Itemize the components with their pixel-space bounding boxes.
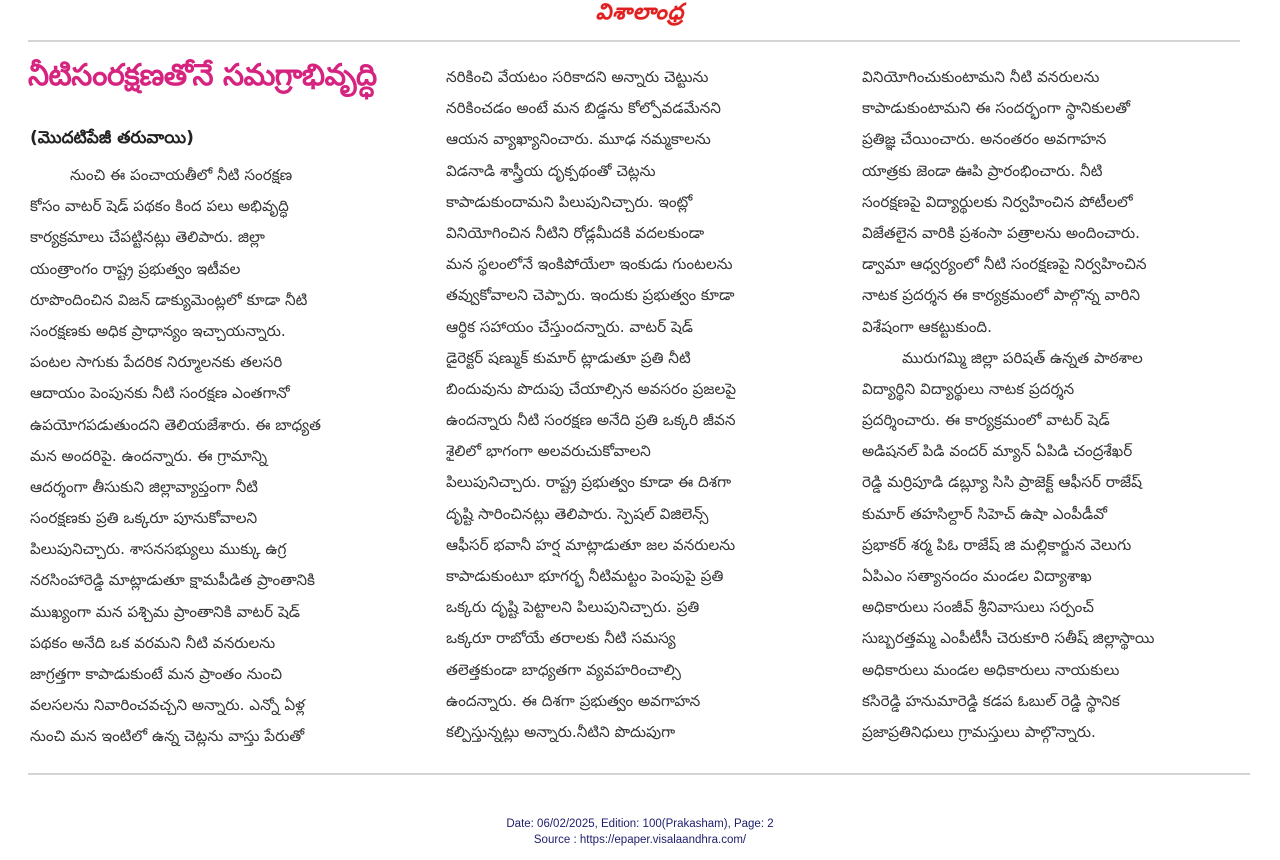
continuation-note: (మొదటిపేజీ తరువాయి) <box>30 128 194 148</box>
article-text-line: విశేషంగా ఆకట్టుకుంది. <box>862 317 992 336</box>
article-text-line: ఉందన్నారు నీటి సంరక్షణ అనేది ప్రతి ఒక్కరి జీవన <box>446 411 736 430</box>
article-text-line: నాటక ప్రదర్శన ఈ కార్యక్రమంలో పాల్గొన్న వారిని <box>862 286 1141 305</box>
article-text-line: కుమార్ తహసిల్దార్ సిహెచ్ ఉషా ఎంపీడీవో <box>862 504 1108 523</box>
article-text-line: యాత్రకు జెండా ఊపి ప్రారంభించారు. నీటి <box>862 161 1103 180</box>
article-text-line: తలెత్తకుండా బాధ్యతగా వ్యవహరించాల్సి <box>446 660 681 679</box>
article-text-line: ఉపయోగపడుతుందని తెలియజేశారు. ఈ బాధ్యత <box>30 415 321 434</box>
article-text-line: కార్యక్రమాలు చేపట్టినట్లు తెలిపారు. జిల్లా <box>30 228 265 247</box>
article-text-line: విజేతలైన వారికి ప్రశంసా పత్రాలను అందించారు. <box>862 223 1141 242</box>
article-text-line: నుంచి మన ఇంటిలో ఉన్న చెట్లను వాస్తు పేరుతో <box>30 727 305 746</box>
article-text-line: రూపొందించిన విజన్ డాక్యుమెంట్లలో కూడా నీటి <box>30 290 308 309</box>
article-text-line: ఆయన వ్యాఖ్యానించారు. మూఢ నమ్మకాలను <box>446 130 711 149</box>
article-text-line: ప్రజాప్రతినిధులు గ్రామస్తులు పాల్గొన్నారు. <box>862 722 1096 741</box>
article-text-line: కసిరెడ్డి హనుమారెడ్డి కడప ఓబుల్ రెడ్డి స్థానిక <box>862 691 1120 710</box>
article-text-line: ప్రభాకర్ శర్మ పిఓ రాజేష్ జి మల్లికార్జున వెలుగు <box>862 535 1132 554</box>
article-text-line: సంరక్షణకు ప్రతి ఒక్కరూ పూనుకోవాలని <box>30 509 258 528</box>
article-text-line: ఆదాయం పెంపునకు నీటి సంరక్షణ ఎంతగానో <box>30 384 290 403</box>
article-text-line: సుబ్బరత్తమ్మ ఎంపీటీసీ చెరుకూరి సతీష్ జిల్లాస్థాయి <box>862 629 1155 648</box>
article-headline: నీటిసంరక్షణతోనే సమగ్రాభివృద్ధి <box>28 58 377 93</box>
article-text-line: యంత్రాంగం రాష్ట్ర ప్రభుత్వం ఇటీవల <box>30 259 241 278</box>
article-text-line: అధికారులు మండల అధికారులు నాయకులు <box>862 660 1120 679</box>
article-text-line: పంటల సాగుకు పేదరిక నిర్మూలనకు తలసరి <box>30 353 283 372</box>
article-column-1 <box>30 160 430 753</box>
article-text-line: ఏపిఎం సత్యానందం మండల విద్యాశాఖ <box>862 567 1092 585</box>
article-text-line: మురుగమ్మి జిల్లా పరిషత్ ఉన్నత పాఠశాల <box>902 348 1143 367</box>
article-text-line: సంరక్షణపై విద్యార్థులకు నిర్వహించిన పోటీలలో <box>862 192 1133 211</box>
article-text-line: వలసలను నివారించవచ్చని అన్నారు. ఎన్నో ఏళ్ల <box>30 696 305 715</box>
bottom-divider <box>28 773 1250 775</box>
article-text-line: పిలుపునిచ్చారు. శాసనసభ్యులు ముక్కు ఉగ్ర <box>30 540 287 559</box>
top-divider <box>28 40 1240 42</box>
article-text-line: కాపాడుకుంటూ భూగర్భ నీటిమట్టం పెంపుపై ప్రతి <box>446 567 724 585</box>
article-text-line: ఒక్కరు దృష్టి పెట్టాలని పిలుపునిచ్చారు. ప్రతి <box>446 598 700 617</box>
article-text-line: విడనాడి శాస్త్రీయ దృక్పథంతో చెట్లను <box>446 161 656 180</box>
footer-date-edition: Date: 06/02/2025, Edition: 100(Prakasham), Page: 2 <box>506 818 774 830</box>
article-text-line: అధికారులు సంజీవ్ శ్రీనివాసులు సర్పంచ్ <box>862 598 1094 617</box>
article-column-2 <box>446 62 856 748</box>
article-text-line: మన స్థలంలోనే ఇంకిపోయేలా ఇంకుడు గుంటలను <box>446 255 733 274</box>
newspaper-logo: విశాలాంధ్ర <box>595 0 685 25</box>
article-text-line: నరికించడం అంటే మన బిడ్డను కోల్పోవడమేనని <box>446 99 721 118</box>
article-text-line: పిలుపునిచ్చారు. రాష్ట్ర ప్రభుత్వం కూడా ఈ దిశగా <box>446 473 732 492</box>
article-text-line: సంరక్షణకు అధిక ప్రాధాన్యం ఇచ్చాయన్నారు. <box>30 321 286 340</box>
article-text-line: బిందువును పొదుపు చేయాల్సిన అవసరం ప్రజలపై <box>446 379 737 398</box>
article-text-line: నరికించి వేయటం సరికాదని అన్నారు చెట్టును <box>446 68 709 86</box>
footer-source-link[interactable]: Source : https://epaper.visalaandhra.com/ <box>533 834 747 846</box>
article-text-line: తవ్వుకోవాలని చెప్పారు. ఇందుకు ప్రభుత్వం కూడా <box>446 286 735 305</box>
article-text-line: కోసం వాటర్ షెడ్ పథకం కింద పలు అభివృద్ధి <box>30 197 289 216</box>
article-text-line: ఆర్థిక సహాయం చేస్తుందన్నారు. వాటర్ షెడ్ <box>446 317 693 336</box>
article-text-line: డైరెక్టర్ షణ్ముక్ కుమార్ ట్లాడుతూ ప్రతి నీటి <box>446 348 691 367</box>
article-text-line: జాగ్రత్తగా కాపాడుకుంటే మన ప్రాంతం నుంచి <box>30 665 282 683</box>
article-text-line: అడిషనల్ పిడి వందర్ మ్యాన్ ఏపిడి చంద్రశేఖర్ <box>862 442 1133 461</box>
article-text-line: ఒక్కరూ రాబోయే తరాలకు నీటి సమస్య <box>446 629 676 648</box>
article-text-line: విద్యార్థిని విద్యార్థులు నాటక ప్రదర్శన <box>862 379 1075 398</box>
article-text-line: రెడ్డి మర్రిపూడి డబ్ల్యూ సిసి ప్రాజెక్ట్ ఆఫీసర్ రాజేష్ <box>862 473 1142 492</box>
article-text-line: ఉందన్నారు. ఈ దిశగా ప్రభుత్వం అవగాహన <box>446 691 701 710</box>
article-text-line: శైలిలో భాగంగా అలవరుచుకోవాలని <box>446 442 651 461</box>
article-text-line: పథకం అనేది ఒక వరమని నీటి వనరులను <box>30 633 276 652</box>
article-text-line: వినియోగించుకుంటామని నీటి వనరులను <box>862 68 1100 86</box>
article-text-line: వినియోగించిన నీటిని రోడ్లమీదకి వదలకుండా <box>446 223 705 242</box>
masthead <box>0 0 1280 34</box>
article-text-line: నుంచి ఈ పంచాయతీలో నీటి సంరక్షణ <box>70 166 293 184</box>
article-column-3 <box>862 62 1262 748</box>
article-text-line: దృష్టి సారించినట్లు తెలిపారు. స్పెషల్ విజిలెన్స్ <box>446 504 709 523</box>
article-text-line: ఆఫీసర్ భవానీ హర్ష మాట్లాడుతూ జల వనరులను <box>446 535 736 554</box>
article-text-line: కాపాడుకుందామని పిలుపునిచ్చారు. ఇంట్లో <box>446 192 693 211</box>
article-text-line: ముఖ్యంగా మన పశ్చిమ ప్రాంతానికి వాటర్ షెడ్ <box>30 602 301 621</box>
article-text-line: నరసింహారెడ్డి మాట్లాడుతూ క్షామపీడిత ప్రాంతానికి <box>30 571 315 590</box>
article-text-line: ప్రదర్శించారు. ఈ కార్యక్రమంలో వాటర్ షెడ్ <box>862 411 1110 430</box>
article-text-line: మన అందరిపై. ఉందన్నారు. ఈ గ్రామాన్ని <box>30 446 268 465</box>
article-text-line: కల్పిస్తున్నట్లు అన్నారు.నీటిని పొదుపుగా <box>446 722 676 741</box>
article-text-line: కాపాడుకుంటామని ఈ సందర్భంగా స్థానికులతో <box>862 99 1131 118</box>
article-text-line: ఆదర్శంగా తీసుకుని జిల్లావ్యాప్తంగా నీటి <box>30 477 258 496</box>
article-text-line: డ్వామా ఆధ్వర్యంలో నీటి సంరక్షణపై నిర్వహించిన <box>862 255 1147 274</box>
article-text-line: ప్రతిజ్ఞ చేయించారు. అనంతరం అవగాహన <box>862 130 1107 149</box>
